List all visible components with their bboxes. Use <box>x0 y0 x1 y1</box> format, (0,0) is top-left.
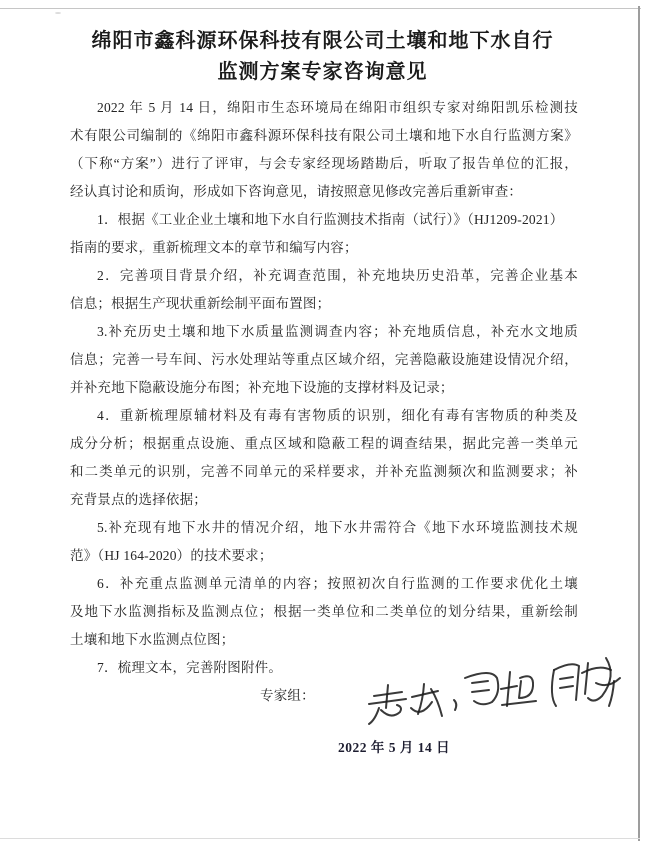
body-line: 4．重新梳理原辅材料及有毒有害物质的识别，细化有毒有害物质的种类及 <box>97 408 578 423</box>
body-line: 6．补充重点监测单元清单的内容；按照初次自行监测的工作要求优化土壤 <box>97 576 578 591</box>
body-line: 并补充地下隐蔽设施分布图；补充地下设施的支撑材料及记录； <box>70 380 454 395</box>
body-line: 2．完善项目背景介绍，补充调查范围，补充地块历史沿革，完善企业基本 <box>97 268 578 283</box>
body-line: 2022 年 5 月 14 日，绵阳市生态环境局在绵阳市组织专家对绵阳凯乐检测技 <box>97 100 578 115</box>
handwritten-signatures-image <box>352 648 630 736</box>
body-line: 经认真讨论和质询，形成如下咨询意见，请按照意见修改完善后重新审查： <box>70 184 523 199</box>
document-title-line-1: 绵阳市鑫科源环保科技有限公司土壤和地下水自行 <box>91 30 554 52</box>
expert-signatures <box>352 648 630 736</box>
signature-1 <box>369 684 442 724</box>
body-line: 3.补充历史土壤和地下水质量监测调查内容；补充地质信息，补充水文地质 <box>97 324 578 339</box>
body-line: 7．梳理文本，完善附图附件。 <box>97 660 283 675</box>
body-line: 1．根据《工业企业土壤和地下水自行监测技术指南（试行）》（HJ1209-2021） <box>97 212 564 227</box>
body-line: 充背景点的选择依据； <box>70 492 207 507</box>
body-line: 5.补充现有地下水井的情况介绍，地下水井需符合《地下水环境监测技术规 <box>97 520 578 535</box>
document-date: 2022 年 5 月 14 日 <box>338 740 451 755</box>
expert-group-label: 专家组： <box>260 688 315 703</box>
document-title-line-2: 监测方案专家咨询意见 <box>217 61 428 83</box>
scan-edge-top <box>0 8 641 9</box>
signature-2 <box>465 672 536 706</box>
body-line: 术有限公司编制的《绵阳市鑫科源环保科技有限公司土壤和地下水自行监测方案》 <box>70 128 578 143</box>
scan-edge-right <box>638 6 640 841</box>
body-line: 土壤和地下水监测点位图； <box>70 632 235 647</box>
body-line: 成分分析；根据重点设施、重点区域和隐蔽工程的调查结果，据此完善一类单元 <box>70 436 578 451</box>
body-line: （下称“方案”）进行了评审，与会专家经现场踏勘后，听取了报告单位的汇报， <box>70 156 578 171</box>
scan-edge-bottom <box>0 838 640 839</box>
signature-3 <box>552 658 620 706</box>
body-line: 和二类单元的识别，完善不同单元的采样要求，并补充监测频次和监测要求；补 <box>70 464 578 479</box>
body-line: 范》（HJ 164-2020）的技术要求； <box>70 548 273 563</box>
body-line: 信息；根据生产现状重新绘制平面布置图； <box>70 296 331 311</box>
body-line: 信息；完善一号车间、污水处理站等重点区域介绍，完善隐蔽设施建设情况介绍， <box>70 352 578 367</box>
body-line: 及地下水监测指标及监测点位；根据一类单位和二类单位的划分结果，重新绘制 <box>70 604 578 619</box>
scan-speck <box>55 12 61 14</box>
document-title <box>0 26 645 88</box>
body-line: 指南的要求，重新梳理文本的章节和编写内容； <box>70 240 358 255</box>
signature-separator-mark <box>454 700 456 710</box>
